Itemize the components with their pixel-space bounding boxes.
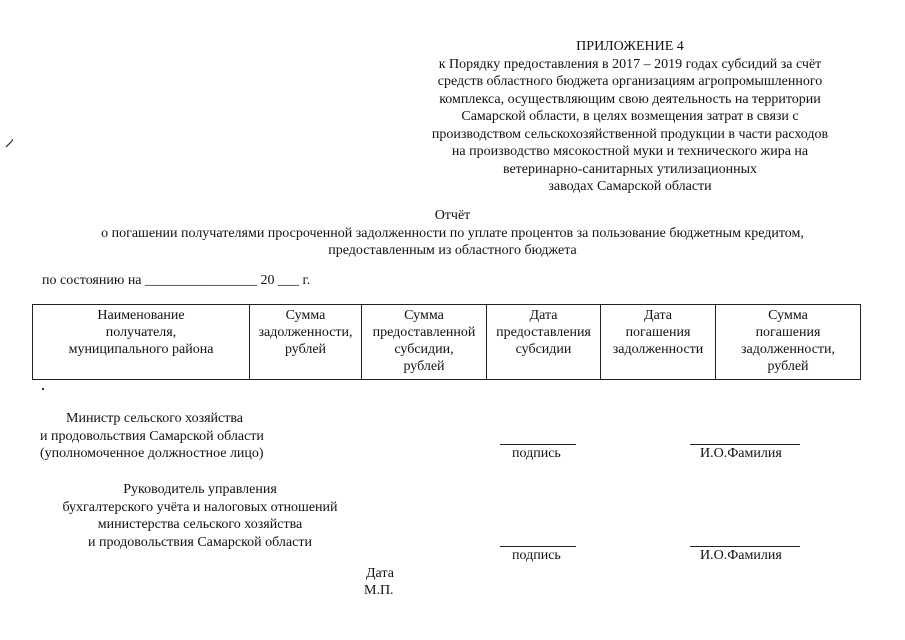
appendix-line: на производство мясокостной муки и технического жира на <box>451 144 809 159</box>
appendix-line: Самарской области, в целях возмещения затрат в связи с <box>461 109 799 124</box>
minister-name-label: И.О.Фамилия <box>700 446 782 461</box>
appendix-header <box>405 38 855 196</box>
as-of-date-line: по состоянию на ________________ 20 ___ г. <box>42 273 311 288</box>
accounting-title: Руководитель управления <box>123 482 277 497</box>
minister-name-line <box>690 444 800 445</box>
accounting-title: и продовольствия Самарской области <box>88 534 312 550</box>
report-heading: Отчёт <box>434 208 471 223</box>
column-header-repayment-date: Дата погашения задолженности <box>601 305 716 380</box>
accounting-name-label: И.О.Фамилия <box>700 548 782 563</box>
appendix-line: заводах Самарской области <box>548 179 712 194</box>
stamp-label: М.П. <box>364 583 394 598</box>
accounting-signature-block <box>40 481 360 551</box>
appendix-line: средств областного бюджета организациям агропромышленного <box>437 74 823 89</box>
column-header-subsidy-amount: Сумма предоставленной субсидии, рублей <box>362 305 487 380</box>
stray-dot <box>42 388 44 390</box>
column-header-subsidy-date: Дата предоставления субсидии <box>487 305 601 380</box>
accounting-signature-line <box>500 546 576 547</box>
minister-title: и продовольствия Самарской области <box>40 428 264 444</box>
minister-signature-block <box>40 410 264 463</box>
appendix-title: ПРИЛОЖЕНИЕ 4 <box>576 39 684 54</box>
minister-title: (уполномоченное должностное лицо) <box>40 446 264 461</box>
date-label: Дата <box>366 566 394 581</box>
minister-signature-label: подпись <box>512 446 561 461</box>
accounting-signature-label: подпись <box>512 548 561 563</box>
report-subheading: предоставленным из областного бюджета <box>328 243 577 258</box>
column-header-recipient: Наименование получателя, муниципального района <box>33 305 250 380</box>
minister-title: Министр сельского хозяйства <box>66 411 243 426</box>
report-title <box>0 207 905 260</box>
column-header-repayment-amount: Сумма погашения задолженности, рублей <box>716 305 861 380</box>
appendix-line: производством сельскохозяйственной продукции в части расходов <box>431 126 829 142</box>
accounting-title: министерства сельского хозяйства <box>97 517 303 532</box>
minister-signature-line <box>500 444 576 445</box>
report-table <box>32 304 861 380</box>
column-header-debt-amount: Сумма задолженности, рублей <box>250 305 362 380</box>
accounting-name-line <box>690 546 800 547</box>
appendix-line: к Порядку предоставления в 2017 – 2019 годах субсидий за счёт <box>438 56 822 72</box>
accounting-title: бухгалтерского учёта и налоговых отношений <box>62 499 338 515</box>
appendix-line: ветеринарно-санитарных утилизационных <box>502 161 758 177</box>
report-subheading: о погашении получателями просроченной задолженности по уплате процентов за пользование бюджетным кредитом, <box>101 225 804 241</box>
appendix-line: комплекса, осуществляющим свою деятельность на территории <box>439 91 821 107</box>
pen-mark-icon <box>5 138 15 148</box>
table-header-row <box>33 305 861 380</box>
